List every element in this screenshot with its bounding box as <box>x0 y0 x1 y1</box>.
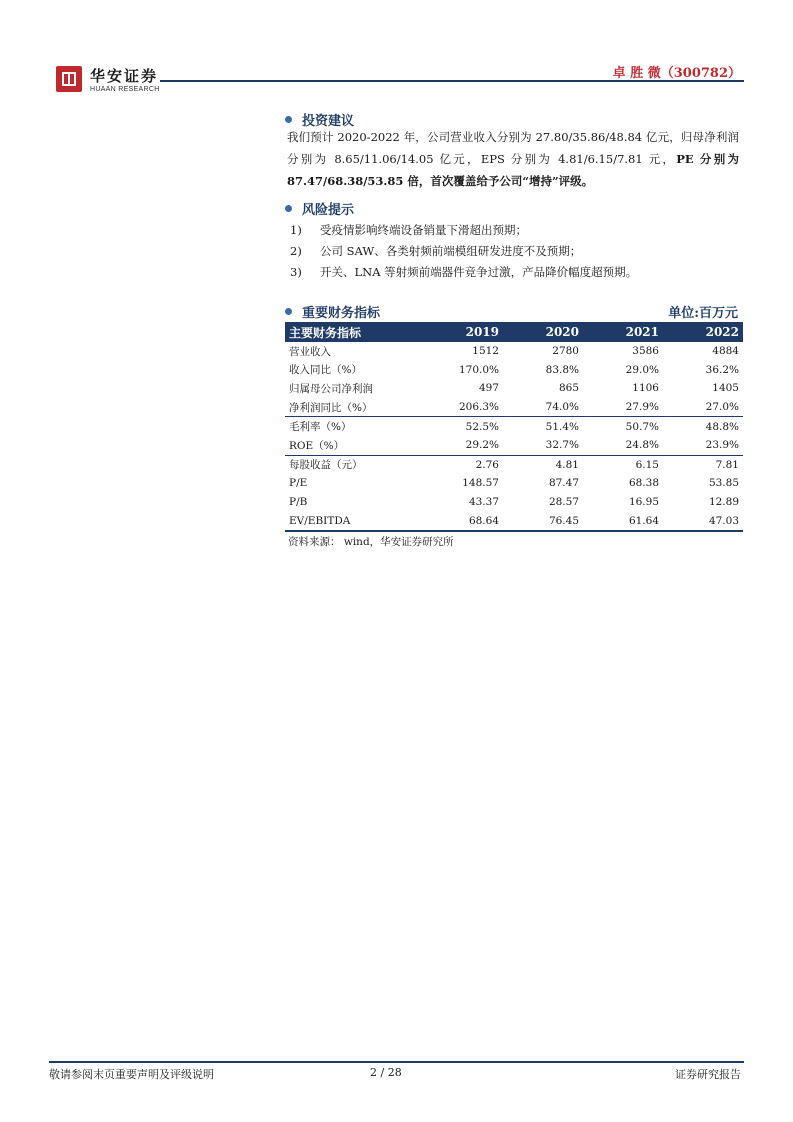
financial-table <box>285 322 743 532</box>
table-row: 营业收入 1512 2780 3586 4884 <box>289 345 739 358</box>
table-row: EV/EBITDA 68.64 76.45 61.64 47.03 <box>285 511 743 531</box>
table-row: 归属母公司净利润 497 865 1106 1405 <box>289 382 739 395</box>
table-header-row <box>285 322 743 342</box>
column-header: 2021 <box>583 322 663 342</box>
bullet-icon <box>285 308 292 315</box>
column-header: 2019 <box>423 322 503 342</box>
table-row: ROE（%） 29.2% 32.7% 24.8% 23.9% <box>289 439 739 452</box>
risk-item: 3) 开关、LNA 等射频前端器件竞争过激，产品降价幅度超预期。 <box>290 265 638 279</box>
brand-name-en: HUAAN RESEARCH <box>90 86 160 93</box>
report-stock-title: 卓 胜 微（300782） <box>612 66 741 81</box>
financial-table-heading: 重要财务指标 单位:百万元 <box>285 302 740 321</box>
table-row: P/E 148.57 87.47 68.38 53.85 <box>289 477 739 490</box>
investment-text-bold: PE 分别为 87.47/68.38/53.85 倍，首次覆盖给予公司“增持”评级。 <box>287 152 739 188</box>
column-header: 2022 <box>663 322 743 342</box>
page-number: 2 / 28 <box>370 1066 402 1079</box>
risk-heading: 风险提示 <box>285 199 354 218</box>
table-row: 毛利率（%） 52.5% 51.4% 50.7% 48.8% <box>285 417 743 436</box>
bullet-icon <box>285 205 292 212</box>
table-row: 净利润同比（%） 206.3% 74.0% 27.9% 27.0% <box>289 401 739 414</box>
company-logo <box>56 66 82 92</box>
footer-report-type: 证券研究报告 <box>675 1068 741 1081</box>
investment-heading: 投资建议 <box>285 110 354 129</box>
bullet-icon <box>285 116 292 123</box>
column-header: 2020 <box>503 322 583 342</box>
table-unit: 单位:百万元 <box>668 306 738 321</box>
table-row: P/B 43.37 28.57 16.95 12.89 <box>289 496 739 509</box>
investment-paragraph <box>287 126 739 192</box>
risk-item: 1) 受疫情影响终端设备销量下滑超出预期； <box>290 223 527 237</box>
brand-name-cn: 华安证券 <box>90 67 159 85</box>
investment-text: 我们预计 2020-2022 年，公司营业收入分别为 27.80/35.86/48.84 亿元，归母净利润分别为 8.65/11.06/14.05 亿元，EPS 分别为 4.81/6.15/7.81 元， <box>287 130 739 166</box>
table-source: 资料来源： wind，华安证券研究所 <box>288 536 454 548</box>
column-header: 主要财务指标 <box>285 322 423 342</box>
footer-divider <box>49 1061 744 1063</box>
risk-item: 2) 公司 SAW、各类射频前端模组研发进度不及预期； <box>290 244 582 258</box>
table-row: 收入同比（%） 170.0% 83.8% 29.0% 36.2% <box>289 363 739 377</box>
footer-disclaimer: 敬请参阅末页重要声明及评级说明 <box>49 1068 214 1081</box>
table-row: 每股收益（元） 2.76 4.81 6.15 7.81 <box>285 455 743 474</box>
